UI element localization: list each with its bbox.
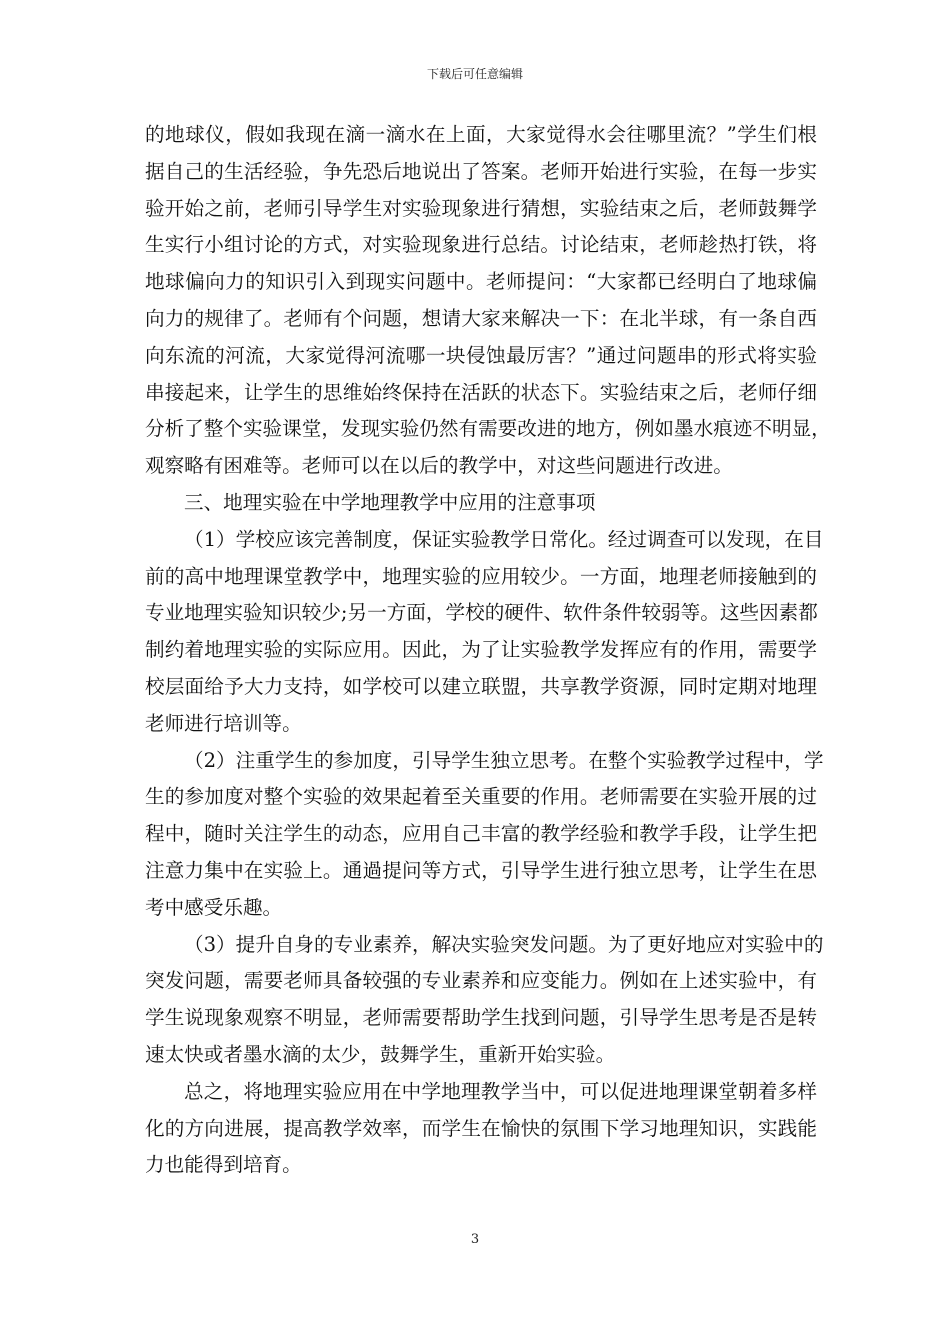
- text-line: 验开始之前，老师引导学生对实验现象进行猜想，实验结束之后，老师鼓舞学: [145, 196, 817, 220]
- text-line: 地球偏向力的知识引入到现实问题中。老师提问：“大家都已经明白了地球偏: [145, 270, 817, 294]
- text-line: 注意力集中在实验上。通過提问等方式，引导学生进行独立思考，让学生在思: [145, 858, 817, 882]
- text-line: （1）学校应该完善制度，保证实验教学日常化。经过调查可以发现，在目: [184, 527, 824, 551]
- text-line: 速太快或者墨水滴的太少，鼓舞学生，重新开始实验。: [145, 1042, 616, 1066]
- text-line: 突发问题，需要老师具备较强的专业素养和应变能力。例如在上述实验中，有: [145, 969, 817, 993]
- text-line: 专业地理实验知识较少;另一方面，学校的硬件、软件条件较弱等。这些因素都: [145, 601, 818, 625]
- text-line: 观察略有困难等。老师可以在以后的教学中，对这些问题进行改进。: [145, 454, 733, 478]
- text-line: （2）注重学生的参加度，引导学生独立思考。在整个实验教学过程中，学: [184, 748, 824, 772]
- text-line: 程中，随时关注学生的动态，应用自己丰富的教学经验和教学手段，让学生把: [145, 822, 817, 846]
- text-line: 的地球仪，假如我现在滴一滴水在上面，大家觉得水会往哪里流？”学生们根: [145, 123, 817, 146]
- page-header: 下载后可任意编辑: [426, 67, 523, 81]
- text-line: 制约着地理实验的实际应用。因此，为了让实验教学发挥应有的作用，需要学: [145, 638, 817, 662]
- text-line: 向力的规律了。老师有个问题，想请大家来解决一下：在北半球，有一条自西: [145, 306, 817, 330]
- text-line: 分析了整个实验课堂，发现实验仍然有需要改进的地方，例如墨水痕迹不明显，: [145, 417, 831, 441]
- text-line: 力也能得到培育。: [145, 1153, 302, 1177]
- text-line: 学生说现象观察不明显，老师需要帮助学生找到问题，引导学生思考是否是转: [145, 1006, 817, 1030]
- text-line: （3）提升自身的专业素养，解决实验突发问题。为了更好地应对实验中的: [184, 932, 824, 956]
- text-line: 前的高中地理课堂教学中，地理实验的应用较少。一方面，地理老师接触到的: [145, 564, 817, 588]
- text-line: 总之，将地理实验应用在中学地理教学当中，可以促进地理课堂朝着多样: [184, 1079, 817, 1103]
- text-line: 生的参加度对整个实验的效果起着至关重要的作用。老师需要在实验开展的过: [145, 785, 817, 809]
- text-line: 化的方向进展，提高教学效率，而学生在愉快的氛围下学习地理知识，实践能: [145, 1116, 817, 1140]
- body-text: [145, 117, 831, 1184]
- text-line: 据自己的生活经验，争先恐后地说出了答案。老师开始进行实验，在每一步实: [145, 159, 817, 183]
- text-line: 串接起来，让学生的思维始终保持在活跃的状态下。实验结束之后，老师仔细: [145, 380, 817, 404]
- text-line: 老师进行培训等。: [145, 711, 302, 735]
- page-number: 3: [470, 1232, 480, 1247]
- text-line: 考中感受乐趣。: [145, 895, 283, 919]
- text-line: 生实行小组讨论的方式，对实验现象进行总结。讨论结束，老师趁热打铁，将: [145, 233, 817, 257]
- section-heading: 三、地理实验在中学地理教学中应用的注意事项: [184, 490, 596, 514]
- text-line: 校层面给予大力支持，如学校可以建立联盟，共享教学资源，同时定期对地理: [145, 674, 817, 698]
- text-line: 向东流的河流，大家觉得河流哪一块侵蚀最厉害？”通过问题串的形式将实验: [145, 343, 817, 367]
